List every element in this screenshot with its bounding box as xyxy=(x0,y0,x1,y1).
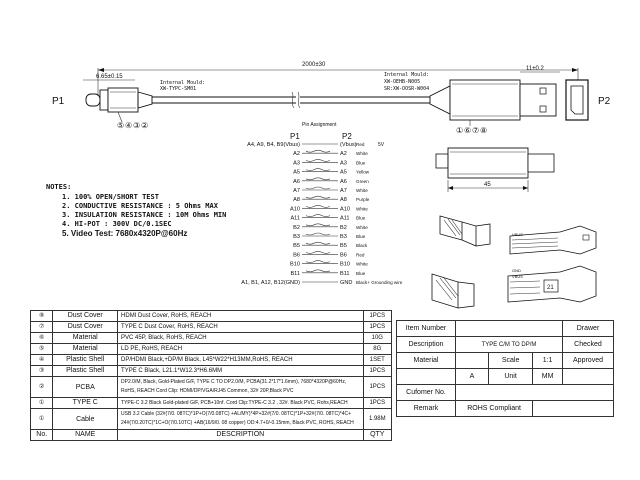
bom-desc: DP2.0/M, Black, Gold-Plated G/F, TYPE C TO DP2.0/M, PCBA(31.2*17*1.6mm), 7680*4320P@60Hz, RoHS, REACH Cord Clip: HDMI/DP/VGA/RJ45 Common, 32# 20P,Black PVC xyxy=(118,377,364,398)
balloon: ① xyxy=(456,126,464,135)
pin-p2-label: A3 xyxy=(340,160,347,167)
pin-p2-label: GND xyxy=(340,280,353,286)
bom-no: ⑥ xyxy=(31,333,53,344)
bom-name: Material xyxy=(53,333,118,344)
pin-p2-label: B3 xyxy=(340,234,347,240)
pin-wire-color: Blue xyxy=(356,270,366,276)
revision-value: A xyxy=(456,369,489,385)
remark-label: Remark xyxy=(397,401,456,417)
pin-p1-label: A7 xyxy=(293,188,300,194)
bom-desc: HDMI Dust Cover, RoHS, REACH xyxy=(118,311,364,322)
description-label: Description xyxy=(397,337,456,353)
pin-wire-color: White xyxy=(356,261,368,267)
pin-p1-label: B6 xyxy=(293,252,300,259)
dp-end-view xyxy=(566,80,588,120)
bom-qty: 8G xyxy=(363,344,391,355)
pin-wire-color: White xyxy=(356,206,368,212)
balloon: ⑦ xyxy=(472,126,480,135)
checked-label: Checked xyxy=(563,337,614,353)
bom-name: Dust Cover xyxy=(53,311,118,322)
bom-no: ③ xyxy=(31,366,53,377)
pin-p2-label: A8 xyxy=(340,197,347,204)
plug-length-text: 45 xyxy=(484,182,491,188)
twist-mark xyxy=(306,196,330,198)
left-dim-text: 6.65±0.15 xyxy=(96,74,123,80)
bom-name: Plastic Shell xyxy=(53,355,118,366)
bom-name: Dust Cover xyxy=(53,322,118,333)
bom-desc: USB 3.2 Cable (32#(7/0. 08TC)*1P+O(7/0.08TC) +AL/MY)*4P+32#(7/0. 08TC)*1P+32#(7/0. 08TC)*4C+ 24#(7/0.20TC)*1C+O(7/0.10TC) +AB(16/9/0. 08 copper) OD:4.7+0/-0.15mm, Black PVC, ROHS, REACH xyxy=(118,409,364,430)
note-item: 2. CONDUCTIVE RESISTANCE : 5 Ohms MAX xyxy=(62,202,218,210)
bom-qty: 1PCS xyxy=(363,322,391,333)
pin-p2-label: A7 xyxy=(340,188,347,194)
dp-exploded-bottom xyxy=(508,266,596,302)
bom-no: ⑤ xyxy=(31,344,53,355)
bom-no: ② xyxy=(31,377,53,398)
bom-name: Plastic Shell xyxy=(53,366,118,377)
pin-wire-color: Blue xyxy=(356,234,366,239)
item-number-label: Item Number xyxy=(397,321,456,337)
pin-p2-label: B10 xyxy=(340,261,350,268)
pin-wire-color: Black xyxy=(356,243,368,249)
bom-qty: 1PCS xyxy=(363,311,391,322)
remark-blank xyxy=(533,401,614,417)
bom-no: ① xyxy=(31,398,53,409)
customer-number-value xyxy=(456,385,614,401)
pin-p1-label: A2 xyxy=(293,151,300,158)
balloon: ② xyxy=(141,121,149,130)
bom-header-desc: DESCRIPTION xyxy=(118,430,364,441)
twist-mark xyxy=(306,215,330,217)
bom-desc: DP/HDMI Black,+DP/M Black, L45*W22*H13MM,RoHS, REACH xyxy=(118,355,364,366)
pin-p1-label: A5 xyxy=(293,169,300,176)
bom-qty: 10G xyxy=(363,333,391,344)
dp-exploded-top xyxy=(510,226,596,254)
pin-wire-color: Blue xyxy=(356,160,366,166)
twist-mark xyxy=(306,187,330,189)
bom-qty: 1PCS xyxy=(363,398,391,409)
scale-label: Scale xyxy=(489,353,533,369)
bom-name: PCBA xyxy=(53,377,118,398)
pin-wire-color: Blue xyxy=(356,215,366,221)
type-c-exploded-top xyxy=(440,216,490,246)
pin-wire-color: White xyxy=(356,151,368,157)
pin-wire-color: White xyxy=(356,188,368,193)
mould-right-title: Internal Mould: xyxy=(384,72,430,78)
pin-wire-color: Red xyxy=(356,142,365,147)
pin-p2-label: A10 xyxy=(340,206,350,213)
balloon: ⑥ xyxy=(464,126,472,135)
item-number-value xyxy=(456,321,563,337)
pin-p1-label: B3 xyxy=(293,234,300,240)
unit-label: Unit xyxy=(489,369,533,385)
balloon: ③ xyxy=(133,121,141,130)
pin-wire-color: Black+ Grounding wire xyxy=(356,280,403,285)
approved-label: Approved xyxy=(563,353,614,369)
pin-wire-color: Red xyxy=(356,252,365,258)
scale-value: 1:1 xyxy=(533,353,563,369)
pin-p2-label: (Vbus) xyxy=(340,142,357,148)
pin-p2-label: A6 xyxy=(340,178,347,185)
balloon: ⑧ xyxy=(480,126,488,135)
p1-label: P1 xyxy=(52,96,65,107)
right-plug-dimension xyxy=(520,66,560,72)
pin-p2-label: A5 xyxy=(340,169,347,176)
bom-no: ④ xyxy=(31,355,53,366)
svg-text:VBUS: VBUS xyxy=(512,232,523,237)
title-block xyxy=(396,320,614,417)
bom-name: Cable xyxy=(53,409,118,430)
twist-mark xyxy=(306,205,330,207)
bom-desc: TYPE C Black, L21.1*W12.3*H6.6MM xyxy=(118,366,364,377)
description-value: TYPE C/M TO DP/M xyxy=(456,337,563,353)
pin-p1-label: B2 xyxy=(293,224,300,231)
blank-cell xyxy=(397,369,456,385)
mould-right-code2: SR:XW-OOSR-W004 xyxy=(384,86,430,92)
bom-name: TYPE C xyxy=(53,398,118,409)
p2-label: P2 xyxy=(598,96,611,107)
svg-text:21: 21 xyxy=(547,285,554,291)
cable-body xyxy=(152,92,430,108)
bom-desc: TYPE-C 3.2 Black Gold-plated G/F, PCB+10nf. Cord Clip:TYPE-C 3.2 , 32#. Black PVC, Rohs,REACH xyxy=(118,398,364,409)
bom-name: Material xyxy=(53,344,118,355)
twist-mark xyxy=(306,251,330,253)
bom-qty: 1SET xyxy=(363,355,391,366)
type-c-exploded-bottom xyxy=(432,274,474,308)
pin-p1-label: A11 xyxy=(290,215,300,222)
twist-mark xyxy=(306,169,330,171)
note-item: 3. INSULATION RESISTANCE : 10M Ohms MIN xyxy=(62,211,227,219)
pin-p1-label: A3 xyxy=(293,160,300,167)
unit-value: MM xyxy=(533,369,563,385)
pin-wire-color: Green xyxy=(356,178,369,184)
pin-p2-header: P2 xyxy=(342,132,352,141)
balloon: ⑤ xyxy=(117,121,125,130)
bom-qty: 1PCS xyxy=(363,377,391,398)
dp-side-view xyxy=(436,148,554,192)
pin-wire-color: Purple xyxy=(356,197,370,203)
twist-mark xyxy=(306,224,330,226)
left-plug-dimension xyxy=(83,74,135,80)
bom-header-qty: QTY xyxy=(363,430,391,441)
pin-p2-label: B6 xyxy=(340,252,347,259)
pin-p2-label: B5 xyxy=(340,243,347,250)
remark-value: ROHS Compliant xyxy=(456,401,533,417)
bom-header-name: NAME xyxy=(53,430,118,441)
bom-no: ① xyxy=(31,409,53,430)
approved-sign xyxy=(563,369,614,385)
material-value xyxy=(456,353,489,369)
bom-no: ⑦ xyxy=(31,322,53,333)
mould-left-title: Internal Mould: xyxy=(160,80,206,86)
twist-mark xyxy=(306,233,330,235)
mould-right-code1: XW-OEHB-N005 xyxy=(384,79,421,85)
pin-assignment-title: Pin Assignment xyxy=(302,122,337,128)
pin-p1-label: A1, B1, A12, B12(GND) xyxy=(241,280,300,286)
twist-mark xyxy=(306,270,330,272)
bom-desc: LD PE, RoHS, REACH xyxy=(118,344,364,355)
pin-p1-label: A8 xyxy=(293,197,300,204)
twist-mark xyxy=(306,178,330,180)
pin-wire-color: Yellow xyxy=(356,169,370,175)
bom-qty: 1PCS xyxy=(363,366,391,377)
pin-p1-label: B5 xyxy=(293,243,300,250)
total-length-text: 2000±30 xyxy=(302,62,326,68)
bom-desc: TYPE C Dust Cover, RoHS, REACH xyxy=(118,322,364,333)
material-label: Material xyxy=(397,353,456,369)
note-item: 1. 100% OPEN/SHORT TEST xyxy=(62,193,159,201)
dp-plug xyxy=(430,80,556,120)
pin-p2-label: A2 xyxy=(340,151,347,158)
customer-number-label: Cufomer No. xyxy=(397,385,456,401)
notes-title: NOTES: xyxy=(46,183,72,191)
svg-text:VBUS: VBUS xyxy=(512,274,523,279)
pin-p1-label: A6 xyxy=(293,178,300,185)
pin-p1-label: A10 xyxy=(290,206,300,213)
pin-extra: 5V xyxy=(378,142,385,148)
pin-wire-color: White xyxy=(356,224,368,230)
bom-desc: PVC 45P, Black, RoHS, REACH xyxy=(118,333,364,344)
type-c-plug xyxy=(86,88,152,112)
twist-mark xyxy=(306,261,330,263)
pin-p1-label: B10 xyxy=(290,261,300,268)
drawer-label: Drawer xyxy=(563,321,614,337)
twist-mark xyxy=(306,159,330,161)
pin-p2-label: B2 xyxy=(340,224,347,231)
pin-p1-header: P1 xyxy=(290,132,300,141)
pin-p1-label: A4, A9, B4, B9(Vbus) xyxy=(247,142,300,148)
pin-p2-label: B11 xyxy=(340,270,350,277)
pin-p1-label: B11 xyxy=(290,270,300,277)
bom-header-no: No. xyxy=(31,430,53,441)
right-dim-text: 11±0.2 xyxy=(526,66,544,72)
right-balloons xyxy=(456,120,487,135)
pin-assignment-table xyxy=(241,142,403,286)
twist-mark xyxy=(306,150,330,152)
bom-qty: 1.98M xyxy=(363,409,391,430)
bom-no: ⑧ xyxy=(31,311,53,322)
balloon: ④ xyxy=(125,121,133,130)
twist-mark xyxy=(306,242,330,244)
note-item: 4. HI-POT : 300V DC/0.1SEC xyxy=(62,220,172,228)
left-balloons xyxy=(117,112,148,130)
mould-left-code: XW-TYPC-SM01 xyxy=(160,86,197,92)
note-item: 5. Video Test: 7680x4320P@60Hz xyxy=(62,229,188,238)
pin-p2-label: A11 xyxy=(340,215,350,222)
bill-of-materials xyxy=(30,310,392,441)
exploded-wire-labels xyxy=(512,232,523,279)
svg-text:GND: GND xyxy=(512,268,521,273)
